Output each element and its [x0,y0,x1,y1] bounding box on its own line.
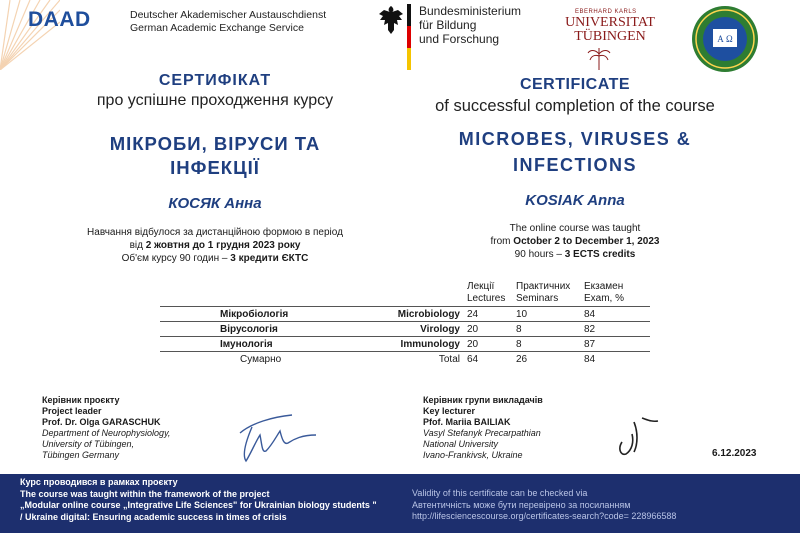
en-credits: 3 ECTS credits [564,249,636,260]
header-seminars-ua: Практичних [516,281,571,292]
lecturer-affiliation: Vasyl Stefanyk Precarpathian [423,428,541,438]
row-exam: 82 [584,324,596,335]
lecturer-name: Pfof. Mariia BAILIAK [423,417,511,427]
table-top-rule [160,306,650,307]
ua-info-prefix: від [129,240,146,251]
project-leader-block [42,395,170,461]
footer-line: Автентичність може бути перевірено за посиланням [412,499,631,510]
row-seminars: 8 [516,339,522,350]
lecturer-affiliation: Ivano-Frankivsk, Ukraine [423,450,523,460]
uni-small-text: EBERHARD KARLS [575,9,637,15]
uni-line: UNIVERSITAT [565,15,655,30]
issue-date: 6.12.2023 [712,448,757,459]
ua-student-name: КОСЯК Анна [168,195,262,212]
row-en-subject: Immunology [400,339,460,350]
header-lectures-en: Lectures [467,293,506,304]
ua-course-title [70,132,360,180]
row-ua-subject: Вірусологія [220,324,278,335]
row-seminars: 10 [516,309,528,320]
lecturer-role-en: Key lecturer [423,406,476,416]
leader-affiliation: Tübingen Germany [42,450,120,460]
footer-line: The course was taught within the framework of the project [20,488,270,499]
ua-info-line [60,239,370,252]
leader-affiliation: University of Tübingen, [42,439,135,449]
total-exam: 84 [584,354,596,365]
lecturer-role-ua: Керівник групи викладачів [423,395,543,405]
row-exam: 87 [584,339,596,350]
row-lectures: 20 [467,339,479,350]
row-ua-subject: Імунологія [220,339,273,350]
ua-course-line: МІКРОБИ, ВІРУСИ ТА [109,133,321,154]
row-ua-subject: Мікробіологія [220,309,289,320]
table-row-rule [160,321,650,322]
en-info-prefix: 90 hours – [514,249,565,260]
total-en-label: Total [438,354,460,365]
total-ua-label: Сумарно [240,354,282,365]
lecturer-affiliation: National University [423,439,499,449]
university-seal-icon [690,4,760,74]
footer-line: Validity of this certificate can be checked via [412,488,588,498]
leader-role-ua: Керівник проєкту [42,395,120,405]
eagle-icon [376,4,406,36]
header-lectures-ua: Лекції [467,281,495,292]
en-info-line [470,248,680,261]
en-dates: October 2 to December 1, 2023 [513,236,660,247]
en-student-name: KOSIAK Anna [525,192,625,209]
row-lectures: 24 [467,309,479,320]
header-seminars [516,281,570,305]
footer-project-info [20,477,377,523]
row-lectures: 20 [467,324,479,335]
footer-line: „Modular online course „Integrative Life Sciences" for Ukrainian biology students " [20,500,377,510]
footer-line: / Ukraine digital: Ensuring academic success in times of crisis [20,511,287,522]
total-lectures: 64 [467,354,479,365]
en-course-title [430,126,720,178]
ua-certificate-title: СЕРТИФІКАТ [158,72,272,89]
footer-validity-info [412,488,676,523]
en-subtitle: of successful completion of the course [435,97,715,115]
bmbf-line: Bundesministerium [419,4,522,18]
header-seminars-en: Seminars [516,293,559,304]
row-exam: 84 [584,309,596,320]
leader-affiliation: Department of Neurophysiology, [42,428,171,438]
ua-dates: 2 жовтня до 1 грудня 2023 року [145,240,301,251]
leader-signature [232,405,322,465]
lecturer-signature [612,412,662,460]
bmbf-name [419,4,521,46]
header-lectures [467,281,505,305]
en-info-line [470,235,680,248]
ua-subtitle: про успішне проходження курсу [96,92,334,109]
ua-course-line: ІНФЕКЦІЇ [170,157,260,178]
header-exam-en: Exam, % [584,293,625,304]
daad-logo: DAAD [28,8,91,31]
row-seminars: 8 [516,324,522,335]
bmbf-line: für Bildung [419,18,477,32]
daad-name-en: German Academic Exchange Service [130,22,304,34]
palm-tree-icon [585,46,613,70]
row-en-subject: Microbiology [397,309,460,320]
daad-name-de: Deutscher Akademischer Austauschdienst [130,9,327,21]
header-exam [584,281,624,305]
row-en-subject: Virology [420,324,460,335]
ua-credits: 3 кредити ЄКТС [230,253,309,264]
total-seminars: 26 [516,354,528,365]
seal-text: А Ω [717,34,733,44]
ua-info-line [60,252,370,265]
uni-line: TÜBINGEN [574,29,646,44]
key-lecturer-block [423,395,543,461]
uni-name [555,16,665,44]
ua-info-prefix: Об'єм курсу 90 годин – [121,253,231,264]
en-certificate-title: CERTIFICATE [519,76,631,93]
german-flag-icon [407,4,411,70]
verification-link[interactable]: http://lifesciencescourse.org/certificates-search?code= 228966588 [412,511,677,521]
bmbf-line: und Forschung [419,32,500,46]
table-row-rule [160,336,650,337]
ua-course-info [60,226,370,265]
table-row-rule [160,351,650,352]
en-course-line: MICROBES, VIRUSES & [458,129,692,149]
footer-line: Курс проводився в рамках проєкту [20,477,178,487]
en-info-prefix: from [490,236,514,247]
header-exam-ua: Екзамен [584,281,624,292]
en-course-info [470,222,680,261]
ua-info-line: Навчання відбулося за дистанційною формою в період [87,227,343,238]
leader-role-en: Project leader [42,406,102,416]
en-course-line: INFECTIONS [512,155,637,175]
en-info-line: The online course was taught [509,223,641,234]
leader-name: Prof. Dr. Olga GARASCHUK [42,417,161,427]
daad-name [130,9,326,35]
